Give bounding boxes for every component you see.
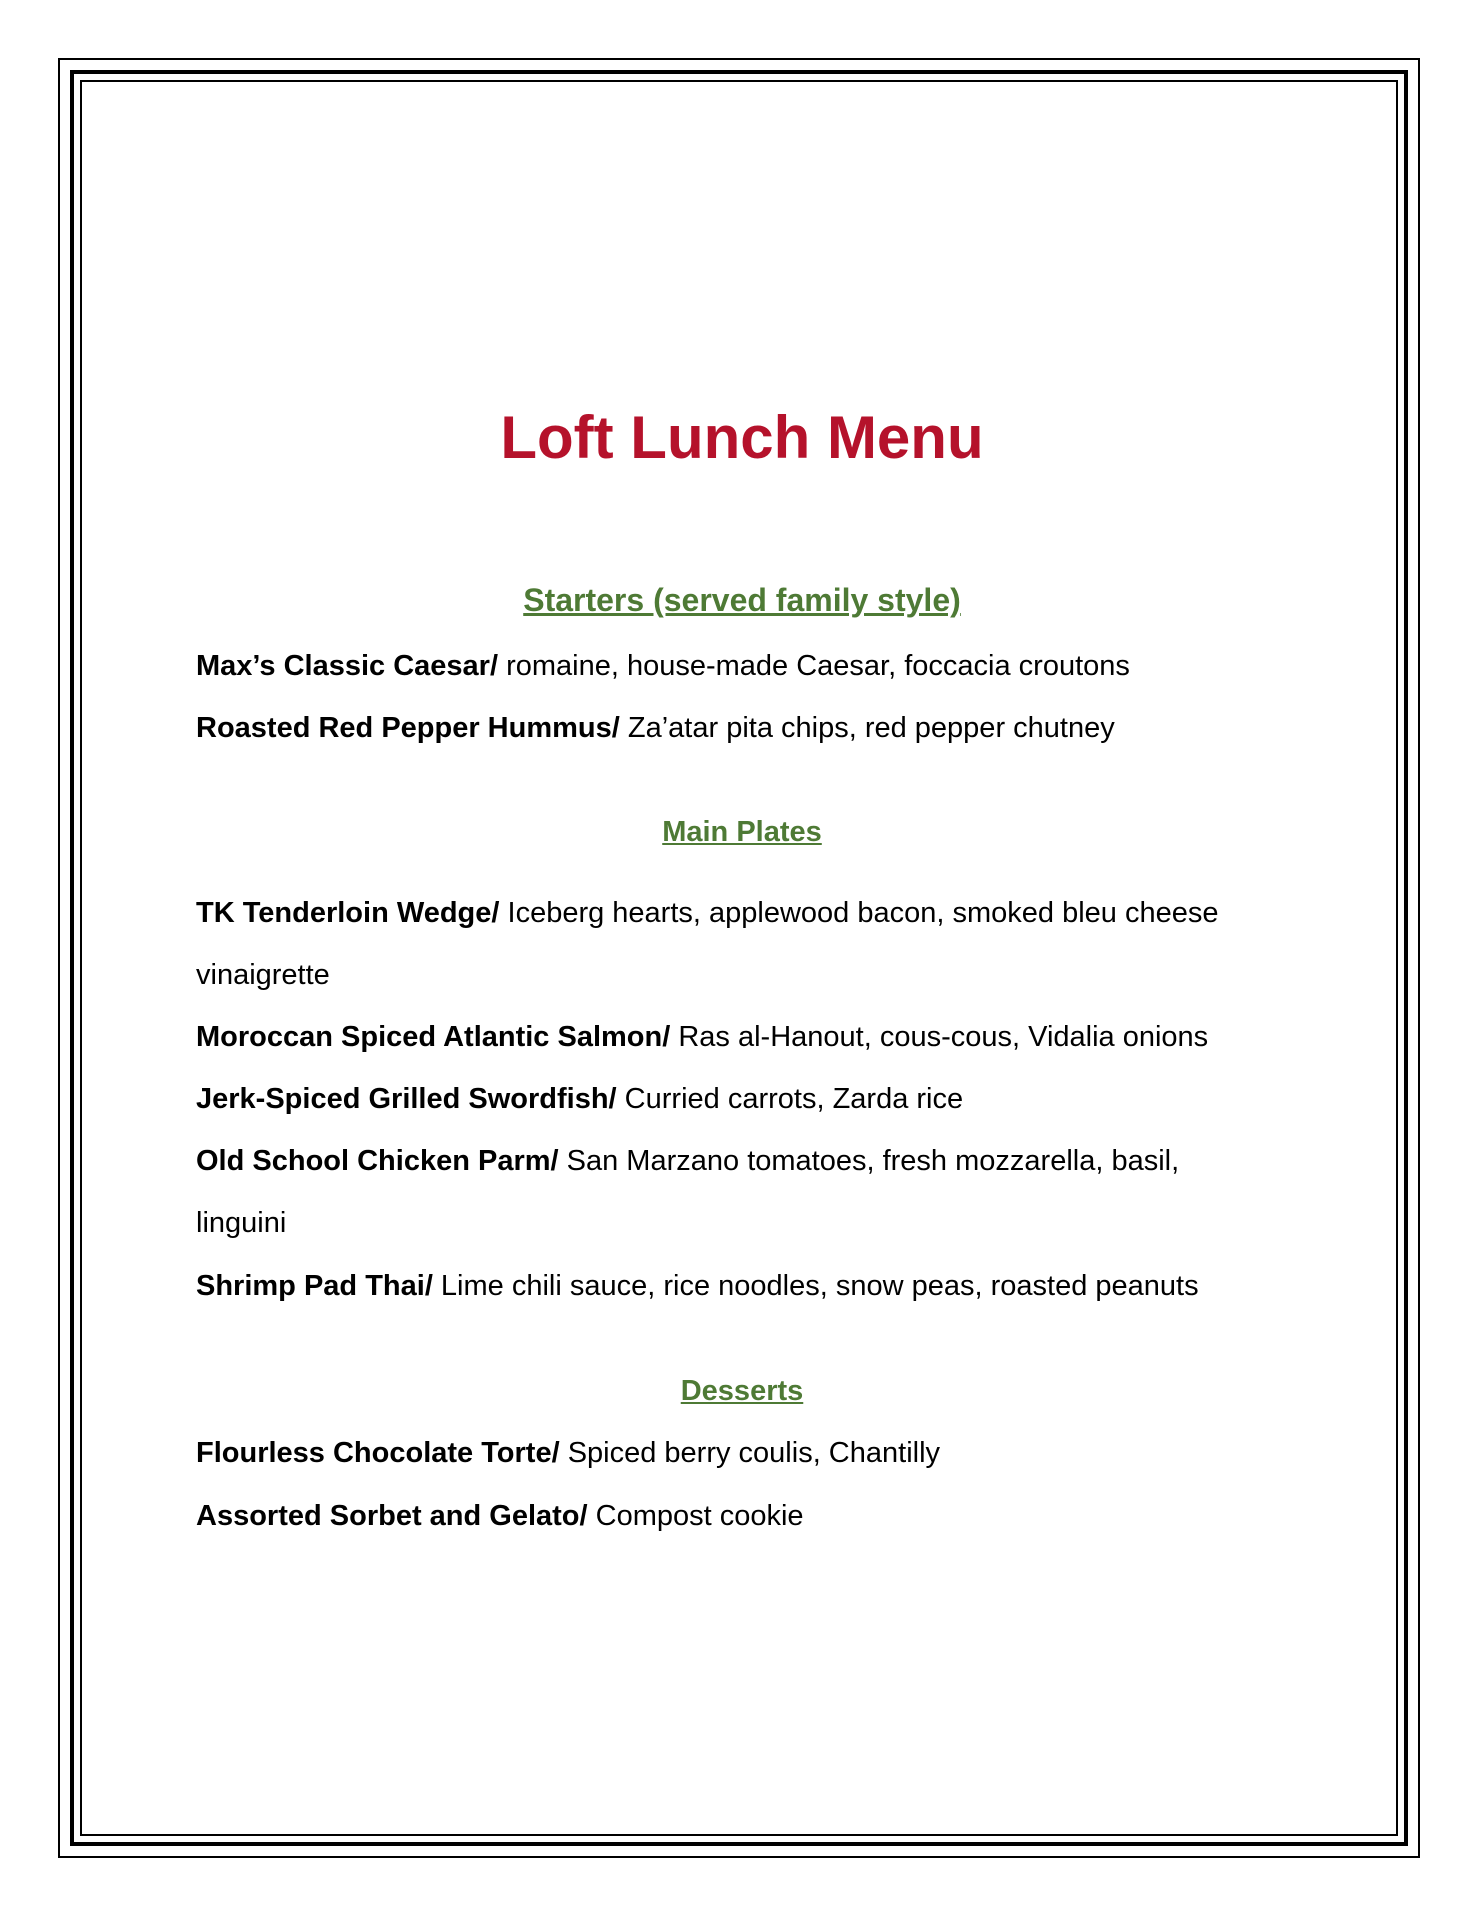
menu-item-description: Iceberg hearts, applewood bacon, smoked bleu cheese (499, 897, 1219, 929)
menu-item-continuation: vinaigrette (196, 959, 330, 991)
menu-item-name: Max’s Classic Caesar/ (196, 650, 499, 682)
menu-item-name: TK Tenderloin Wedge/ (196, 897, 500, 929)
menu-item (196, 644, 1296, 688)
menu-item (196, 706, 1296, 750)
menu-item-name: Moroccan Spiced Atlantic Salmon/ (196, 1021, 671, 1053)
section-heading-desserts: Desserts (680, 1375, 804, 1407)
menu-item (196, 1431, 1296, 1475)
menu-item (196, 1139, 1296, 1183)
menu-item-name: Roasted Red Pepper Hummus/ (196, 712, 620, 744)
menu-item-name: Old School Chicken Parm/ (196, 1145, 559, 1177)
menu-item (196, 1264, 1296, 1308)
menu-item-description: Za’atar pita chips, red pepper chutney (619, 712, 1115, 744)
menu-item (196, 891, 1296, 935)
menu-item-name: Assorted Sorbet and Gelato/ (196, 1500, 588, 1532)
menu-title: Loft Lunch Menu (500, 404, 984, 471)
menu-item (196, 1077, 1296, 1121)
menu-item-description: San Marzano tomatoes, fresh mozzarella, basil, (558, 1145, 1180, 1177)
menu-item-description: Compost cookie (587, 1500, 804, 1532)
menu-item-description: Lime chili sauce, rice noodles, snow peas, roasted peanuts (432, 1270, 1199, 1302)
menu-item (196, 1494, 1296, 1538)
menu-item-name: Shrimp Pad Thai/ (196, 1270, 433, 1302)
menu-item-name: Flourless Chocolate Torte/ (196, 1437, 560, 1469)
menu-item-name: Jerk-Spiced Grilled Swordfish/ (196, 1083, 617, 1115)
menu-item-description: Ras al-Hanout, cous-cous, Vidalia onions (670, 1021, 1209, 1053)
menu-item-description: Spiced berry coulis, Chantilly (559, 1437, 941, 1469)
section-heading-starters: Starters (served family style) (523, 582, 961, 618)
menu-item-continuation: linguini (196, 1207, 287, 1239)
menu-item (196, 1015, 1296, 1059)
menu-item-description: romaine, house-made Caesar, foccacia croutons (498, 650, 1130, 682)
section-heading-main-plates: Main Plates (662, 816, 822, 848)
menu-item-description: Curried carrots, Zarda rice (616, 1083, 964, 1115)
